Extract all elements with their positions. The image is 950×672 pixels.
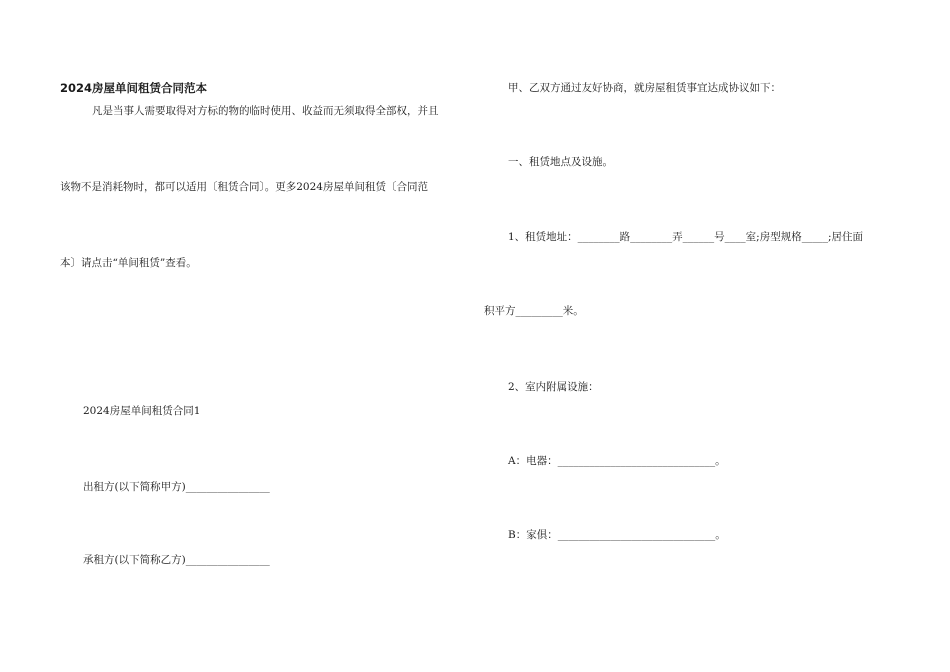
intro-text-line-1: 凡是当事人需要取得对方标的物的临时使用、收益而无须取得全部权，并且 xyxy=(92,105,439,117)
intro-text-line-2: 该物不是消耗物时，都可以适用〔租赁合同〕。更多2024房屋单间租赁〔合同范 xyxy=(60,181,428,193)
rental-address-line-1: 1、租赁地址：________路________弄______号____室;房型规格_____;居住面 xyxy=(508,231,864,243)
intro-text-line-3: 本〕请点击“单间租赁”查看。 xyxy=(60,257,197,269)
contract-heading: 2024房屋单间租赁合同1 xyxy=(83,405,201,417)
section-1-heading: 一、租赁地点及设施。 xyxy=(508,156,613,168)
rental-address-line-2: 积平方_________米。 xyxy=(484,305,584,317)
document-title: 2024房屋单间租赁合同范本 xyxy=(60,81,208,95)
furniture-field: B：家俱：______________________________。 xyxy=(508,529,726,541)
lessor-field: 出租方(以下简称甲方)________________ xyxy=(83,481,270,493)
appliances-field: A：电器：______________________________。 xyxy=(508,455,726,467)
facilities-heading: 2、室内附属设施： xyxy=(508,381,599,393)
lessee-field: 承租方(以下简称乙方)________________ xyxy=(83,554,270,566)
agreement-statement: 甲、乙双方通过友好协商，就房屋租赁事宜达成协议如下： xyxy=(508,82,781,94)
